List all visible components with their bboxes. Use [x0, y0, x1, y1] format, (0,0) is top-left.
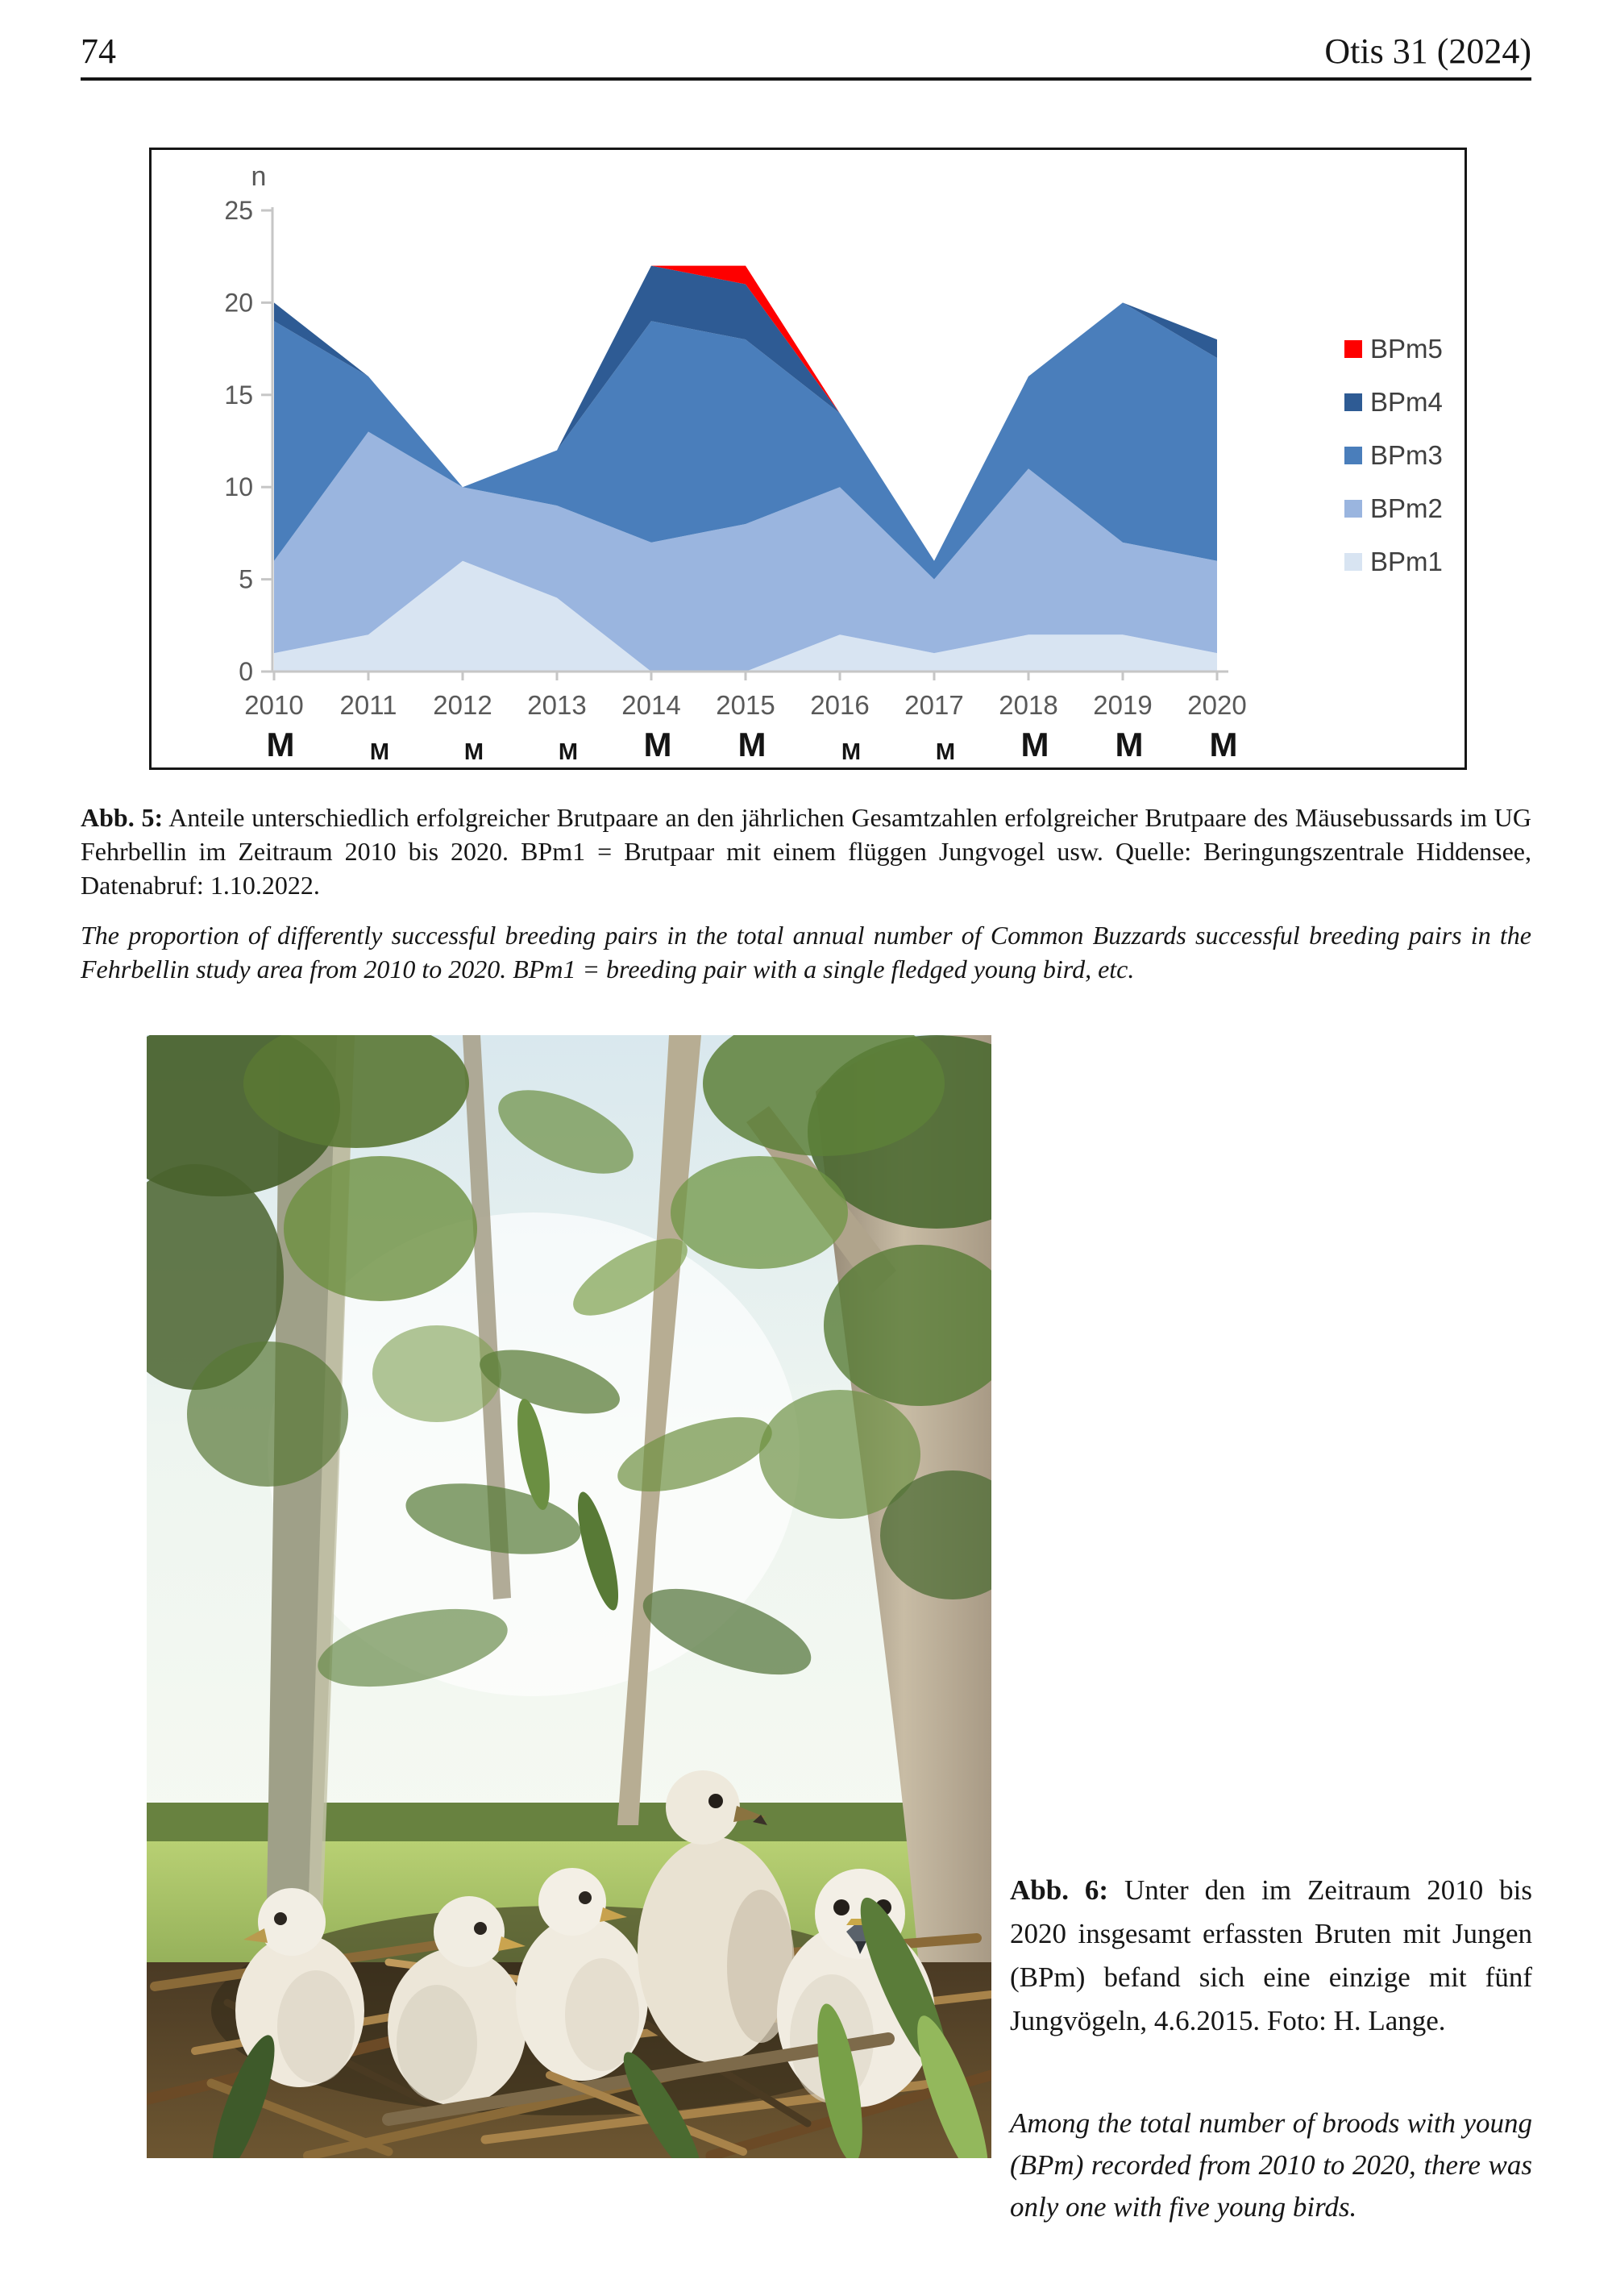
x-marker-M-2011: M — [369, 739, 390, 765]
x-year-label: 2010 — [244, 690, 304, 720]
figure5-caption-text-de: Anteile unterschiedlich erfolgreicher Brutpaare an den jährlichen Gesamtzahlen erfolgreicher Brutpaare des Mäusebussards im UG Fehrbellin im Zeitraum 2010 bis 2020. BPm1 = Brutpaar mit einem flüggen Jungvogel usw. Quelle: Beringungszentrale Hiddensee, Datenabruf: 1.10.2022. — [81, 803, 1532, 900]
x-marker-M-2015: M — [737, 726, 767, 763]
legend-swatch-BPm2 — [1344, 500, 1362, 518]
legend-swatch-BPm1 — [1344, 553, 1362, 571]
y-tick-label: 15 — [224, 380, 253, 410]
y-tick-label: 10 — [224, 472, 253, 502]
foliage-top-left — [147, 1035, 501, 1487]
legend-swatch-BPm5 — [1344, 340, 1362, 358]
figure6-caption-german — [1010, 1869, 1532, 2043]
x-marker-M-2018: M — [1020, 726, 1049, 763]
figure6-caption-text-de: Unter den im Zeitraum 2010 bis 2020 insgesamt erfassten Bruten mit Jungen (BPm) befand sich eine einzige mit fünf Jungvögeln, 4.6.2015. Foto: H. Lange. — [1010, 1874, 1533, 2036]
x-year-label: 2013 — [527, 690, 587, 720]
figure5-chart-svg — [152, 150, 1465, 767]
figure6-caption-english: Among the total number of broods with young (BPm) recorded from 2010 to 2020, there was only one with five young birds. — [1010, 2107, 1532, 2223]
x-marker-M-2019: M — [1115, 726, 1144, 763]
legend-label-BPm3: BPm3 — [1370, 440, 1443, 470]
figure5-caption-german — [81, 801, 1531, 902]
legend-label-BPm2: BPm2 — [1370, 493, 1443, 523]
x-year-label: 2016 — [810, 690, 870, 720]
x-marker-M-2020: M — [1209, 726, 1238, 763]
x-year-label: 2018 — [999, 690, 1058, 720]
x-year-label: 2019 — [1093, 690, 1153, 720]
figure5-chart-box — [149, 148, 1467, 770]
x-marker-M-2016: M — [841, 739, 862, 765]
y-tick-label: 20 — [224, 288, 253, 318]
x-marker-M-2017: M — [935, 739, 956, 765]
x-year-label: 2014 — [621, 690, 681, 720]
figure6-nest-photo — [147, 1035, 991, 2158]
header-rule — [81, 77, 1531, 81]
x-year-label: 2020 — [1187, 690, 1247, 720]
x-marker-M-2010: M — [266, 726, 295, 763]
figure5-caption-english: The proportion of differently successful breeding pairs in the total annual number of Common Buzzards successful breeding pairs in the Fehrbellin study area from 2010 to 2020. BPm1 = breeding pair with a single fledged young bird, etc. — [81, 921, 1531, 984]
legend-swatch-BPm4 — [1344, 393, 1362, 411]
x-year-label: 2015 — [716, 690, 775, 720]
legend-label-BPm1: BPm1 — [1370, 547, 1443, 576]
x-marker-M-2012: M — [463, 739, 484, 765]
x-marker-M-2013: M — [558, 739, 579, 765]
legend-label-BPm5: BPm5 — [1370, 334, 1443, 364]
legend-label-BPm4: BPm4 — [1370, 387, 1443, 417]
page-number: 74 — [81, 31, 116, 71]
y-tick-label: 0 — [239, 657, 253, 686]
y-tick-label: 25 — [224, 196, 253, 225]
figure5-caption-label: Abb. 5: — [81, 803, 164, 832]
y-tick-label: 5 — [239, 564, 253, 594]
x-marker-M-2014: M — [643, 726, 672, 763]
x-year-label: 2012 — [433, 690, 492, 720]
figure6-caption-label: Abb. 6: — [1010, 1874, 1109, 1906]
y-axis-title: n — [251, 161, 267, 192]
x-year-label: 2017 — [904, 690, 964, 720]
journal-title: Otis 31 (2024) — [1324, 31, 1531, 71]
x-year-label: 2011 — [339, 690, 397, 720]
legend-swatch-BPm3 — [1344, 447, 1362, 464]
